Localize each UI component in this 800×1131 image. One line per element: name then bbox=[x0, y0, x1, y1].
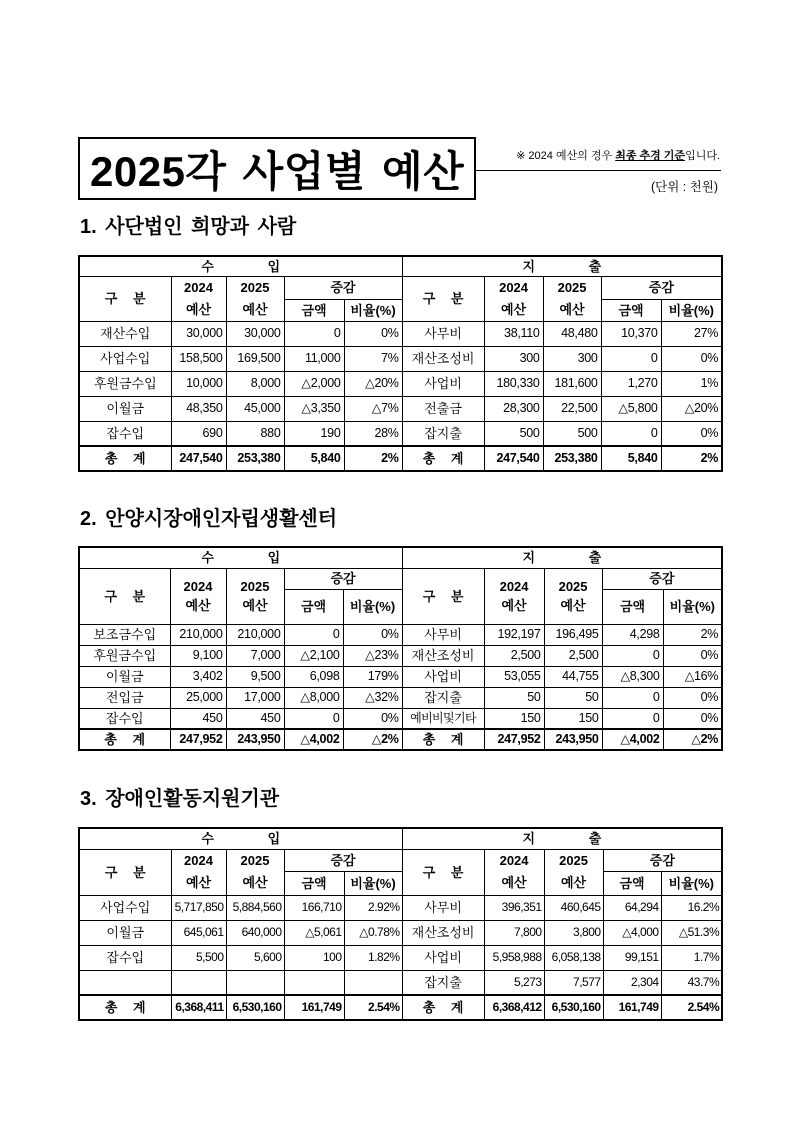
income-2025-budget: 640,000 bbox=[226, 920, 284, 945]
income-change-rate: 0% bbox=[343, 708, 402, 729]
expense-change-rate: 43.7% bbox=[661, 970, 722, 995]
expense-rate-header: 비율(%) bbox=[661, 299, 722, 321]
income-2024-budget: 690 bbox=[171, 421, 226, 446]
table-row bbox=[79, 346, 722, 371]
income-change-rate: 28% bbox=[344, 421, 402, 446]
income-item: 잡수입 bbox=[79, 421, 171, 446]
note-suffix: 입니다. bbox=[685, 150, 720, 162]
expense-total-2024: 6,368,412 bbox=[484, 995, 544, 1020]
table-row bbox=[79, 421, 722, 446]
expense-change-amount: 0 bbox=[602, 708, 663, 729]
income-total-2025: 253,380 bbox=[226, 446, 284, 471]
expense-total-amount: 5,840 bbox=[601, 446, 661, 471]
income-total-amount: △4,002 bbox=[284, 729, 343, 750]
year-label: 2024 bbox=[499, 579, 529, 594]
budget-table-3 bbox=[78, 827, 723, 1021]
income-2024-header bbox=[171, 849, 226, 895]
income-total-rate: 2% bbox=[344, 446, 402, 471]
header-row bbox=[79, 849, 722, 871]
income-total-2025: 243,950 bbox=[226, 729, 284, 750]
expense-change-rate: 27% bbox=[661, 321, 722, 346]
note-divider bbox=[476, 170, 721, 171]
income-change-rate: △7% bbox=[344, 396, 402, 421]
income-2024-budget: 5,717,850 bbox=[171, 895, 226, 920]
total-row bbox=[79, 995, 722, 1020]
income-change-rate: 0% bbox=[344, 321, 402, 346]
expense-item: 잡지출 bbox=[402, 687, 484, 708]
note-emphasis: 최종 추경 기준 bbox=[615, 150, 686, 162]
budget-label: 예산 bbox=[561, 875, 587, 890]
year-label: 2025 bbox=[557, 279, 587, 295]
expense-2024-budget: 28,300 bbox=[484, 396, 543, 421]
expense-total-rate: 2% bbox=[661, 446, 722, 471]
expense-total-2025: 253,380 bbox=[543, 446, 601, 471]
empty-cell bbox=[344, 970, 402, 995]
budget-table-2 bbox=[78, 546, 723, 751]
expense-change-amount: 0 bbox=[601, 346, 661, 371]
income-2025-header bbox=[226, 849, 284, 895]
expense-total-label: 총 계 bbox=[402, 446, 484, 471]
expense-total-amount: △4,002 bbox=[602, 729, 663, 750]
expense-2024-budget: 396,351 bbox=[484, 895, 544, 920]
expense-2024-header bbox=[484, 849, 544, 895]
income-2024-budget: 30,000 bbox=[171, 321, 226, 346]
expense-2025-budget: 44,755 bbox=[544, 666, 602, 687]
section-heading-1: 1. 사단법인 희망과 사람 bbox=[80, 216, 297, 238]
income-change-amount: △5,061 bbox=[284, 920, 344, 945]
expense-total-amount: 161,749 bbox=[603, 995, 661, 1020]
income-item: 잡수입 bbox=[79, 708, 170, 729]
budget-label: 예산 bbox=[242, 875, 268, 890]
expense-2025-budget: 22,500 bbox=[543, 396, 601, 421]
expense-total-2024: 247,952 bbox=[484, 729, 544, 750]
expense-item: 전출금 bbox=[402, 396, 484, 421]
table-row bbox=[79, 920, 722, 945]
expense-2024-header bbox=[484, 276, 543, 321]
income-header: 수 입 bbox=[79, 828, 402, 849]
expense-change-amount: △4,000 bbox=[603, 920, 661, 945]
income-2025-header bbox=[226, 276, 284, 321]
year-label: 2025 bbox=[558, 579, 588, 594]
income-change-amount: 166,710 bbox=[284, 895, 344, 920]
expense-change-amount: 10,370 bbox=[601, 321, 661, 346]
expense-2025-budget: 2,500 bbox=[544, 645, 602, 666]
empty-cell bbox=[284, 970, 344, 995]
income-2025-budget: 5,600 bbox=[226, 945, 284, 970]
income-total-rate: 2.54% bbox=[344, 995, 402, 1020]
income-change-amount: 0 bbox=[284, 321, 344, 346]
income-header: 수 입 bbox=[79, 547, 402, 568]
expense-total-2025: 6,530,160 bbox=[544, 995, 603, 1020]
year-label: 2025 bbox=[559, 853, 589, 868]
title-box bbox=[78, 137, 476, 200]
header-row bbox=[79, 276, 722, 299]
income-2025-budget: 7,000 bbox=[226, 645, 284, 666]
income-item: 후원금수입 bbox=[79, 645, 170, 666]
budget-label: 예산 bbox=[185, 875, 212, 890]
expense-2024-budget: 38,110 bbox=[484, 321, 543, 346]
income-total-2025: 6,530,160 bbox=[226, 995, 284, 1020]
expense-amount-header: 금액 bbox=[601, 299, 661, 321]
income-change-amount: 0 bbox=[284, 708, 343, 729]
budget-label: 예산 bbox=[501, 875, 527, 890]
income-2024-budget: 450 bbox=[170, 708, 226, 729]
income-change-amount: △8,000 bbox=[284, 687, 343, 708]
table-row bbox=[79, 687, 722, 708]
expense-item: 잡지출 bbox=[402, 970, 484, 995]
expense-2025-budget: 7,577 bbox=[544, 970, 603, 995]
empty-cell bbox=[79, 970, 171, 995]
expense-total-rate: 2.54% bbox=[661, 995, 722, 1020]
income-total-amount: 161,749 bbox=[284, 995, 344, 1020]
expense-2024-header bbox=[484, 568, 544, 624]
income-change-header: 증감 bbox=[284, 849, 402, 871]
expense-2024-budget: 192,197 bbox=[484, 624, 544, 645]
expense-change-rate: 16.2% bbox=[661, 895, 722, 920]
income-change-rate: 2.92% bbox=[344, 895, 402, 920]
year-label: 2024 bbox=[184, 853, 213, 868]
expense-category-header: 구 분 bbox=[402, 849, 484, 895]
expense-change-amount: 2,304 bbox=[603, 970, 661, 995]
income-total-label: 총 계 bbox=[79, 446, 171, 471]
expense-2025-budget: 6,058,138 bbox=[544, 945, 603, 970]
income-rate-header: 비율(%) bbox=[344, 871, 402, 895]
expense-header: 지 출 bbox=[402, 828, 722, 849]
income-item: 사업수입 bbox=[79, 895, 171, 920]
year-label: 2024 bbox=[499, 279, 529, 295]
income-header: 수 입 bbox=[79, 256, 402, 276]
expense-total-label: 총 계 bbox=[402, 995, 484, 1020]
income-change-rate: 179% bbox=[343, 666, 402, 687]
income-2025-budget: 17,000 bbox=[226, 687, 284, 708]
table-row bbox=[79, 945, 722, 970]
expense-total-rate: △2% bbox=[663, 729, 722, 750]
income-2024-budget: 25,000 bbox=[170, 687, 226, 708]
year-label: 2024 bbox=[499, 853, 529, 868]
income-2024-header bbox=[171, 276, 226, 321]
income-total-2024: 247,952 bbox=[170, 729, 226, 750]
income-2024-budget: 645,061 bbox=[171, 920, 226, 945]
income-change-rate: 7% bbox=[344, 346, 402, 371]
expense-2025-budget: 196,495 bbox=[544, 624, 602, 645]
expense-item: 사업비 bbox=[402, 371, 484, 396]
expense-change-rate: 1% bbox=[661, 371, 722, 396]
income-item: 이월금 bbox=[79, 666, 170, 687]
expense-change-rate: △16% bbox=[663, 666, 722, 687]
expense-item: 사업비 bbox=[402, 666, 484, 687]
expense-item: 예비비및기타 bbox=[402, 708, 484, 729]
note-prefix: ※ 2024 예산의 경우 bbox=[516, 150, 616, 162]
expense-2025-budget: 50 bbox=[544, 687, 602, 708]
income-change-amount: 100 bbox=[284, 945, 344, 970]
budget-table-1 bbox=[78, 255, 723, 472]
table-row bbox=[79, 321, 722, 346]
expense-item: 사무비 bbox=[402, 895, 484, 920]
income-2024-budget: 158,500 bbox=[171, 346, 226, 371]
income-2024-budget: 48,350 bbox=[171, 396, 226, 421]
expense-change-amount: 64,294 bbox=[603, 895, 661, 920]
income-2024-budget: 10,000 bbox=[171, 371, 226, 396]
income-total-label: 총 계 bbox=[79, 729, 170, 750]
income-2025-budget: 880 bbox=[226, 421, 284, 446]
income-item: 사업수입 bbox=[79, 346, 171, 371]
income-2024-budget: 210,000 bbox=[170, 624, 226, 645]
table-row bbox=[79, 708, 722, 729]
income-category-header: 구 분 bbox=[79, 276, 171, 321]
table-row bbox=[79, 895, 722, 920]
income-change-rate: △32% bbox=[343, 687, 402, 708]
section-heading-2: 2. 안양시장애인자립생활센터 bbox=[80, 508, 338, 530]
income-2025-budget: 210,000 bbox=[226, 624, 284, 645]
expense-2024-budget: 2,500 bbox=[484, 645, 544, 666]
income-amount-header: 금액 bbox=[284, 871, 344, 895]
expense-change-rate: 0% bbox=[661, 421, 722, 446]
total-row bbox=[79, 729, 722, 750]
income-total-amount: 5,840 bbox=[284, 446, 344, 471]
income-amount-header: 금액 bbox=[284, 299, 344, 321]
header-row bbox=[79, 256, 722, 276]
page-title: 2025각 사업별 예산 bbox=[90, 147, 465, 195]
budget-label: 예산 bbox=[560, 598, 586, 613]
expense-total-2025: 243,950 bbox=[544, 729, 602, 750]
expense-change-amount: △8,300 bbox=[602, 666, 663, 687]
income-item: 잡수입 bbox=[79, 945, 171, 970]
expense-category-header: 구 분 bbox=[402, 276, 484, 321]
header-row bbox=[79, 547, 722, 568]
income-category-header: 구 분 bbox=[79, 568, 170, 624]
income-change-rate: △20% bbox=[344, 371, 402, 396]
table-row bbox=[79, 970, 722, 995]
budget-label: 예산 bbox=[242, 301, 268, 317]
table-row bbox=[79, 396, 722, 421]
expense-2024-budget: 5,958,988 bbox=[484, 945, 544, 970]
expense-2025-budget: 500 bbox=[543, 421, 601, 446]
income-2025-budget: 169,500 bbox=[226, 346, 284, 371]
income-item: 재산수입 bbox=[79, 321, 171, 346]
income-total-rate: △2% bbox=[343, 729, 402, 750]
expense-item: 사업비 bbox=[402, 945, 484, 970]
expense-change-header: 증감 bbox=[601, 276, 722, 299]
budget-label: 예산 bbox=[185, 301, 212, 317]
expense-item: 재산조성비 bbox=[402, 346, 484, 371]
expense-2025-header bbox=[544, 849, 603, 895]
budget-label: 예산 bbox=[242, 598, 268, 613]
income-change-rate: 0% bbox=[343, 624, 402, 645]
income-rate-header: 비율(%) bbox=[344, 299, 402, 321]
expense-amount-header: 금액 bbox=[602, 589, 663, 624]
expense-change-rate: 2% bbox=[663, 624, 722, 645]
expense-header: 지 출 bbox=[402, 547, 722, 568]
income-2024-budget: 5,500 bbox=[171, 945, 226, 970]
total-row bbox=[79, 446, 722, 471]
expense-item: 사무비 bbox=[402, 624, 484, 645]
income-2025-budget: 450 bbox=[226, 708, 284, 729]
income-change-rate: 1.82% bbox=[344, 945, 402, 970]
year-label: 2024 bbox=[183, 579, 213, 594]
expense-rate-header: 비율(%) bbox=[661, 871, 722, 895]
income-total-2024: 247,540 bbox=[171, 446, 226, 471]
income-rate-header: 비율(%) bbox=[343, 589, 402, 624]
expense-2024-budget: 180,330 bbox=[484, 371, 543, 396]
expense-2024-budget: 53,055 bbox=[484, 666, 544, 687]
budget-label: 예산 bbox=[501, 301, 527, 317]
year-label: 2024 bbox=[184, 279, 213, 295]
expense-change-header: 증감 bbox=[603, 849, 722, 871]
budget-basis-note bbox=[476, 147, 720, 163]
income-item: 전입금 bbox=[79, 687, 170, 708]
expense-2025-header bbox=[544, 568, 602, 624]
income-2025-budget: 9,500 bbox=[226, 666, 284, 687]
income-category-header: 구 분 bbox=[79, 849, 171, 895]
expense-item: 재산조성비 bbox=[402, 645, 484, 666]
header-row bbox=[79, 568, 722, 589]
income-2024-budget: 3,402 bbox=[170, 666, 226, 687]
header-row bbox=[79, 828, 722, 849]
empty-cell bbox=[226, 970, 284, 995]
expense-change-rate: 0% bbox=[663, 687, 722, 708]
expense-change-rate: 0% bbox=[663, 708, 722, 729]
income-2025-budget: 45,000 bbox=[226, 396, 284, 421]
income-total-2024: 6,368,411 bbox=[171, 995, 226, 1020]
expense-change-amount: 0 bbox=[602, 687, 663, 708]
expense-item: 잡지출 bbox=[402, 421, 484, 446]
income-change-rate: △23% bbox=[343, 645, 402, 666]
expense-change-amount: 0 bbox=[601, 421, 661, 446]
income-change-amount: 6,098 bbox=[284, 666, 343, 687]
expense-2024-budget: 5,273 bbox=[484, 970, 544, 995]
expense-2025-budget: 300 bbox=[543, 346, 601, 371]
expense-total-label: 총 계 bbox=[402, 729, 484, 750]
income-change-rate: △0.78% bbox=[344, 920, 402, 945]
income-item: 이월금 bbox=[79, 396, 171, 421]
expense-item: 사무비 bbox=[402, 321, 484, 346]
expense-2025-budget: 150 bbox=[544, 708, 602, 729]
income-change-amount: 190 bbox=[284, 421, 344, 446]
expense-change-header: 증감 bbox=[602, 568, 722, 589]
expense-2025-budget: 460,645 bbox=[544, 895, 603, 920]
budget-label: 예산 bbox=[559, 301, 585, 317]
expense-change-amount: 1,270 bbox=[601, 371, 661, 396]
table-row bbox=[79, 624, 722, 645]
section-heading-3: 3. 장애인활동지원기관 bbox=[80, 788, 280, 810]
income-2025-header bbox=[226, 568, 284, 624]
income-change-amount: △3,350 bbox=[284, 396, 344, 421]
expense-total-2024: 247,540 bbox=[484, 446, 543, 471]
year-label: 2025 bbox=[240, 579, 270, 594]
income-2025-budget: 5,884,560 bbox=[226, 895, 284, 920]
income-change-amount: △2,000 bbox=[284, 371, 344, 396]
empty-cell bbox=[171, 970, 226, 995]
income-2025-budget: 8,000 bbox=[226, 371, 284, 396]
year-label: 2025 bbox=[240, 279, 270, 295]
income-change-header: 증감 bbox=[284, 568, 402, 589]
expense-2025-budget: 181,600 bbox=[543, 371, 601, 396]
income-total-label: 총 계 bbox=[79, 995, 171, 1020]
budget-label: 예산 bbox=[185, 598, 211, 613]
income-change-amount: 0 bbox=[284, 624, 343, 645]
income-2024-budget: 9,100 bbox=[170, 645, 226, 666]
income-item: 후원금수입 bbox=[79, 371, 171, 396]
income-change-amount: △2,100 bbox=[284, 645, 343, 666]
expense-2024-budget: 50 bbox=[484, 687, 544, 708]
income-amount-header: 금액 bbox=[284, 589, 343, 624]
expense-change-amount: 0 bbox=[602, 645, 663, 666]
expense-change-rate: 0% bbox=[661, 346, 722, 371]
expense-item: 재산조성비 bbox=[402, 920, 484, 945]
income-change-amount: 11,000 bbox=[284, 346, 344, 371]
income-item: 이월금 bbox=[79, 920, 171, 945]
expense-2025-header bbox=[543, 276, 601, 321]
table-row bbox=[79, 666, 722, 687]
expense-change-rate: △51.3% bbox=[661, 920, 722, 945]
table-row bbox=[79, 371, 722, 396]
expense-change-rate: △20% bbox=[661, 396, 722, 421]
expense-2025-budget: 3,800 bbox=[544, 920, 603, 945]
year-label: 2025 bbox=[240, 853, 270, 868]
expense-change-rate: 0% bbox=[663, 645, 722, 666]
expense-change-amount: △5,800 bbox=[601, 396, 661, 421]
income-item: 보조금수입 bbox=[79, 624, 170, 645]
expense-amount-header: 금액 bbox=[603, 871, 661, 895]
expense-2025-budget: 48,480 bbox=[543, 321, 601, 346]
income-change-header: 증감 bbox=[284, 276, 402, 299]
expense-2024-budget: 7,800 bbox=[484, 920, 544, 945]
expense-change-rate: 1.7% bbox=[661, 945, 722, 970]
table-row bbox=[79, 645, 722, 666]
expense-rate-header: 비율(%) bbox=[663, 589, 722, 624]
expense-2024-budget: 500 bbox=[484, 421, 543, 446]
expense-change-amount: 99,151 bbox=[603, 945, 661, 970]
income-2025-budget: 30,000 bbox=[226, 321, 284, 346]
expense-2024-budget: 150 bbox=[484, 708, 544, 729]
income-2024-header bbox=[170, 568, 226, 624]
expense-category-header: 구 분 bbox=[402, 568, 484, 624]
unit-label: (단위 : 천원) bbox=[650, 180, 718, 194]
expense-change-amount: 4,298 bbox=[602, 624, 663, 645]
expense-2024-budget: 300 bbox=[484, 346, 543, 371]
expense-header: 지 출 bbox=[402, 256, 722, 276]
budget-label: 예산 bbox=[501, 598, 527, 613]
